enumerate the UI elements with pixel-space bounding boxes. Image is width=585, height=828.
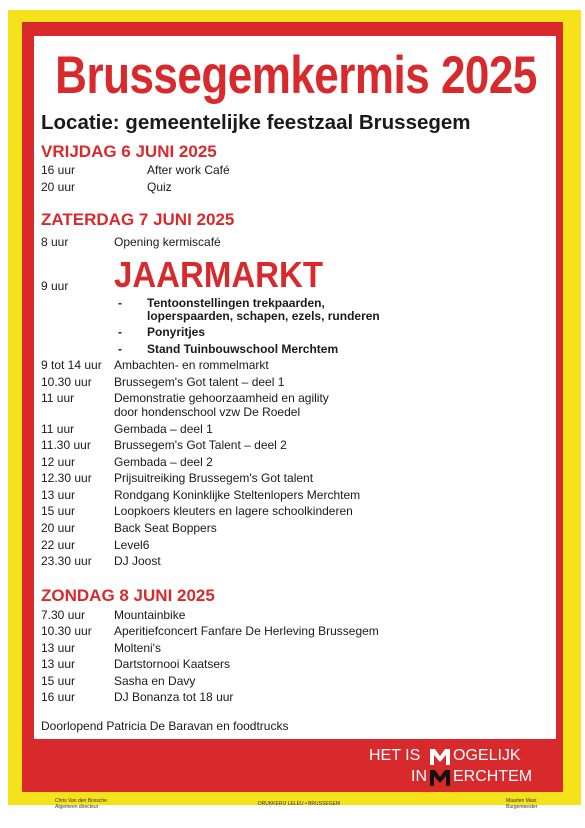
jaarmarkt-title: JAARMARKT xyxy=(114,254,323,295)
row-time: 13 uur xyxy=(41,657,76,671)
row-activity: After work Café xyxy=(147,163,230,177)
bullet-dash: - xyxy=(118,342,122,356)
row-activity: Ambachten- en rommelmarkt xyxy=(114,358,269,372)
row-activity: Mountainbike xyxy=(114,608,186,622)
row-time: 11.30 uur xyxy=(41,438,91,452)
row-time: 23.30 uur xyxy=(41,554,92,568)
jaarmarkt-time: 9 uur xyxy=(41,279,69,293)
row-time: 13 uur xyxy=(41,641,76,655)
row-time: 11 uur xyxy=(41,391,75,405)
row-time: 20 uur xyxy=(41,180,76,194)
bullet-dash: - xyxy=(118,325,122,339)
row-time: 16 uur xyxy=(41,690,76,704)
row-activity: Loopkoers kleuters en lagere schoolkinderen xyxy=(114,504,353,518)
row-time: 7.30 uur xyxy=(41,608,86,622)
location-line: Locatie: gemeentelijke feestzaal Brussegem xyxy=(41,111,471,134)
row-time: 22 uur xyxy=(41,538,76,552)
bullet-text: loperspaarden, schapen, ezels, runderen xyxy=(147,309,380,323)
signature-left-role: Algemeen directeur xyxy=(55,804,99,810)
row-time: 10.30 uur xyxy=(41,624,92,638)
row-activity: door hondenschool vzw De Roedel xyxy=(114,405,301,419)
row-time: 15 uur xyxy=(41,504,76,518)
signature-right-name: Maarten Mast xyxy=(506,798,537,804)
sunday-header: ZONDAG 8 JUNI 2025 xyxy=(41,586,215,605)
bullet-text: Ponyritjes xyxy=(147,325,206,339)
row-time: 15 uur xyxy=(41,674,76,688)
printer-credit: DRUKKERIJ LELEU • BRUSSEGEM xyxy=(258,801,341,807)
row-activity: Demonstratie gehoorzaamheid en agility xyxy=(114,391,329,405)
poster-title: Brussegemkermis 2025 xyxy=(55,46,537,105)
row-time: 20 uur xyxy=(41,521,76,535)
row-activity: Brussegem's Got Talent – deel 2 xyxy=(114,438,287,452)
m-monogram-icon xyxy=(430,749,450,786)
row-activity: Dartstornooi Kaatsers xyxy=(114,657,231,671)
row-activity: Gembada – deel 2 xyxy=(114,455,213,469)
continuous-note: Doorlopend Patricia De Baravan en foodtrucks xyxy=(41,719,289,733)
row-activity: Gembada – deel 1 xyxy=(114,422,213,436)
row-activity: Brussegem's Got talent – deel 1 xyxy=(114,375,285,389)
logo-line2-prefix: IN xyxy=(411,768,427,785)
row-time: 11 uur xyxy=(41,422,75,436)
signature-left xyxy=(55,798,107,810)
row-time: 12 uur xyxy=(41,455,76,469)
row-activity: Level6 xyxy=(114,538,150,552)
bullet-text: Tentoonstellingen trekpaarden, xyxy=(147,296,325,310)
row-activity: Aperitiefconcert Fanfare De Herleving Brussegem xyxy=(114,624,379,638)
row-activity: Sasha en Davy xyxy=(114,674,196,688)
signature-right-role: Burgemeester xyxy=(506,804,538,810)
logo-line1-rest: OGELIJK xyxy=(453,747,521,764)
row-time: 8 uur xyxy=(41,235,69,249)
bullet-text: Stand Tuinbouwschool Merchtem xyxy=(147,342,339,356)
row-activity: Quiz xyxy=(147,180,172,194)
saturday-header: ZATERDAG 7 JUNI 2025 xyxy=(41,210,235,229)
row-time: 10.30 uur xyxy=(41,375,92,389)
signature-left-name: Chris Van den Bossche xyxy=(55,798,107,804)
merchtem-logo xyxy=(369,746,559,788)
row-activity: DJ Bonanza tot 18 uur xyxy=(114,690,234,704)
friday-header: VRIJDAG 6 JUNI 2025 xyxy=(41,142,217,161)
row-activity: Rondgang Koninklijke Steltenlopers Merchtem xyxy=(114,488,361,502)
row-time: 13 uur xyxy=(41,488,76,502)
row-activity: DJ Joost xyxy=(114,554,161,568)
signature-right xyxy=(506,798,537,810)
row-time: 9 tot 14 uur xyxy=(41,358,102,372)
bullet-dash: - xyxy=(118,296,122,310)
row-time: 16 uur xyxy=(41,163,76,177)
row-activity: Prijsuitreiking Brussegem's Got talent xyxy=(114,471,314,485)
row-activity: Opening kermiscafé xyxy=(114,235,221,249)
logo-line2-rest: ERCHTEM xyxy=(453,768,533,785)
row-time: 12.30 uur xyxy=(41,471,92,485)
row-activity: Molteni's xyxy=(114,641,161,655)
row-activity: Back Seat Boppers xyxy=(114,521,217,535)
logo-line1-prefix: HET IS xyxy=(369,747,421,764)
